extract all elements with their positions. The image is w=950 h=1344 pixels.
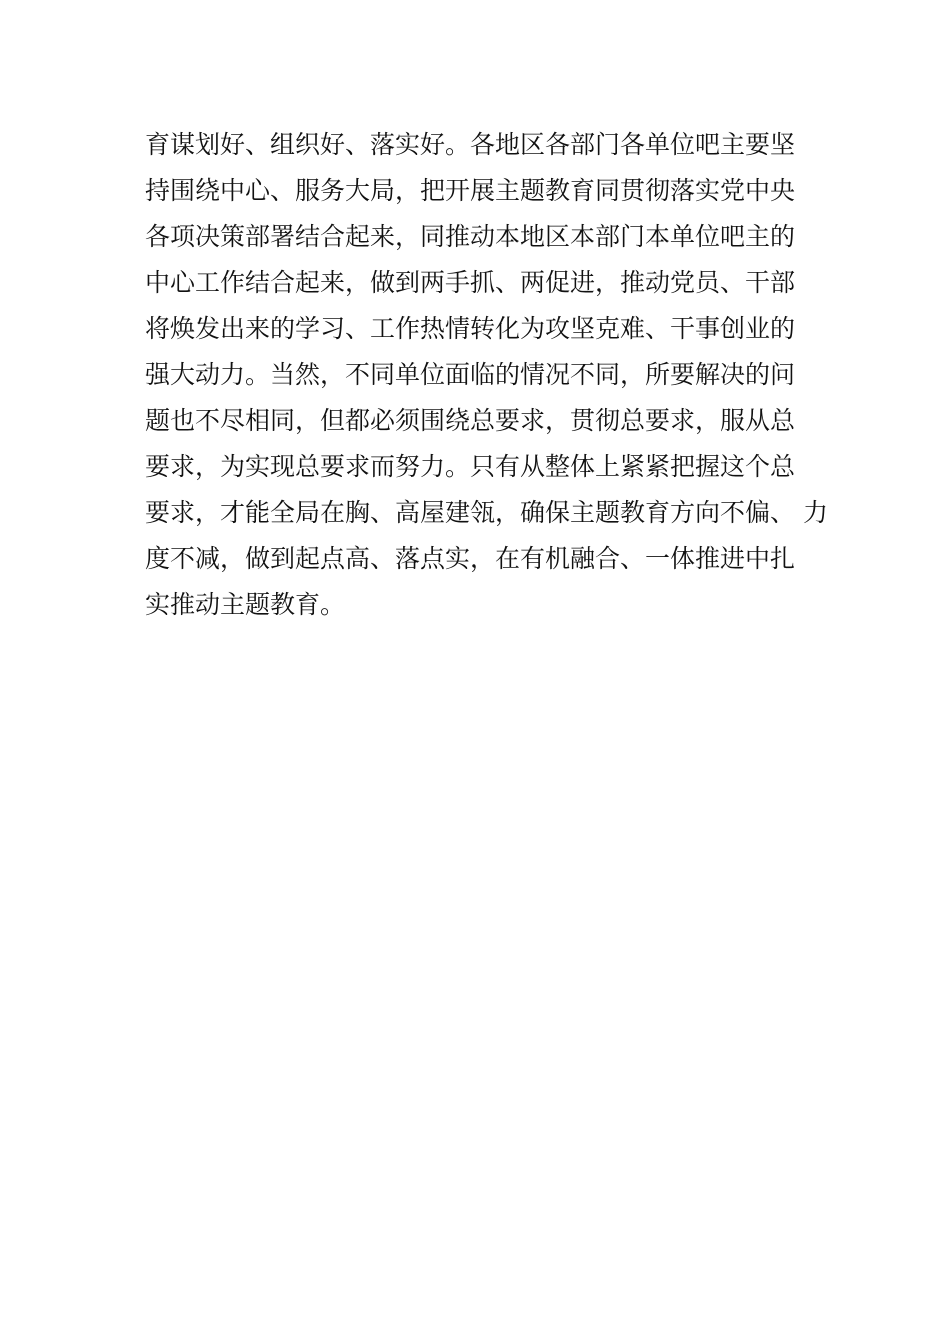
paragraph-line-1: 育谋划好、组织好、落实好。各地区各部门各单位吧主要坚 [145, 130, 796, 159]
paragraph-line-11: 实推动主题教育。 [145, 590, 346, 619]
paragraph-line-3: 各项决策部署结合起来，同推动本地区本部门本单位吧主的 [145, 222, 796, 251]
paragraph-line-8: 要求，为实现总要求而努力。只有从整体上紧紧把握这个总 [145, 452, 796, 481]
paragraph-line-2: 持围绕中心、服务大局，把开展主题教育同贯彻落实党中央 [145, 176, 796, 205]
paragraph-line-7: 题也不尽相同，但都必须围绕总要求，贯彻总要求，服从总 [145, 406, 796, 435]
paragraph-line-9: 要求，才能全局在胸、高屋建瓴，确保主题教育方向不偏、 力 [145, 498, 828, 527]
body-paragraph [145, 122, 828, 628]
paragraph-line-5: 将焕发出来的学习、工作热情转化为攻坚克难、干事创业的 [145, 314, 796, 343]
paragraph-line-6: 强大动力。当然，不同单位面临的情况不同，所要解决的问 [145, 360, 796, 389]
paragraph-line-10: 度不减，做到起点高、落点实，在有机融合、一体推进中扎 [145, 544, 796, 573]
paragraph-line-4: 中心工作结合起来，做到两手抓、两促进，推动党员、干部 [145, 268, 796, 297]
